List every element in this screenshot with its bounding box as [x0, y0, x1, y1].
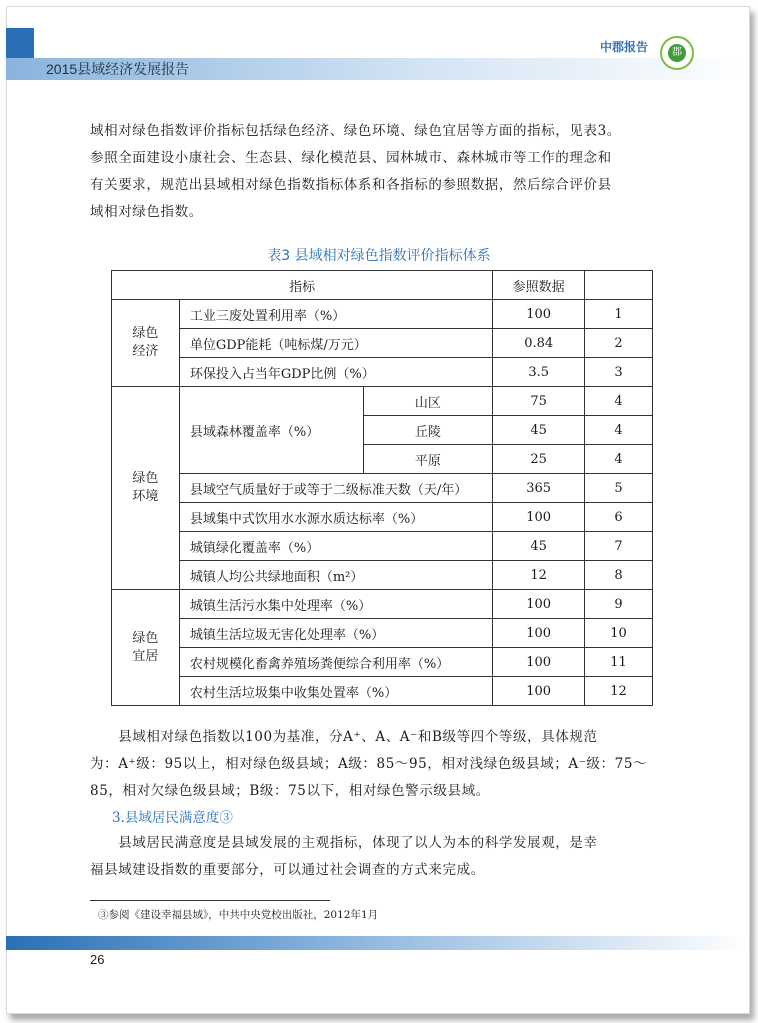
- indicator-no: 8: [585, 561, 653, 590]
- table-row: [112, 300, 653, 329]
- indicator-name: 农村规模化畜禽养殖场粪便综合利用率（%）: [179, 648, 492, 677]
- indicator-no: 5: [585, 474, 653, 503]
- intro-line: 域相对绿色指数。: [90, 204, 203, 220]
- section-body: [90, 830, 670, 884]
- reference-value: 0.84: [493, 329, 585, 358]
- terrain-label: 平原: [363, 445, 493, 474]
- logo-char: 郡: [668, 44, 686, 62]
- indicator-no: 10: [585, 619, 653, 648]
- section-line: 福县域建设指数的重要部分，可以通过社会调查的方式来完成。: [90, 862, 485, 878]
- indicator-name: 县域空气质量好于或等于二级标准天数（天/年）: [179, 474, 492, 503]
- indicator-name: 城镇生活垃圾无害化处理率（%）: [179, 619, 492, 648]
- group-label: 绿色 经济: [132, 326, 159, 359]
- reference-value: 12: [493, 561, 585, 590]
- header-indicator: 指标: [112, 271, 493, 300]
- reference-value: 100: [493, 648, 585, 677]
- table-row: [112, 590, 653, 619]
- brand-logo-icon: [660, 36, 694, 70]
- indicator-no: 4: [585, 445, 653, 474]
- table-row: [112, 561, 653, 590]
- reference-value: 45: [493, 416, 585, 445]
- reference-value: 365: [493, 474, 585, 503]
- indicator-no: 3: [585, 358, 653, 387]
- indicator-name: 县域集中式饮用水水源水质达标率（%）: [179, 503, 492, 532]
- page-number: 26: [90, 952, 105, 967]
- reference-value: 45: [493, 532, 585, 561]
- group-economy: [112, 300, 180, 387]
- footer-band: [6, 936, 748, 950]
- table-header-row: [112, 271, 653, 300]
- intro-paragraph: [90, 118, 670, 226]
- indicator-no: 11: [585, 648, 653, 677]
- terrain-label: 丘陵: [363, 416, 493, 445]
- table-row: [112, 474, 653, 503]
- reference-value: 100: [493, 619, 585, 648]
- grading-line: 县域相对绿色指数以100为基准，分A⁺、A、A⁻和B级等四个等级，具体规范: [90, 729, 598, 745]
- indicator-name: 环保投入占当年GDP比例（%）: [179, 358, 492, 387]
- indicator-name: 城镇人均公共绿地面积（m²）: [179, 561, 492, 590]
- reference-value: 100: [493, 300, 585, 329]
- grading-line: 85，相对欠绿色级县域；B级：75以下，相对绿色警示级县域。: [90, 783, 490, 799]
- reference-value: 100: [493, 503, 585, 532]
- reference-value: 100: [493, 590, 585, 619]
- indicator-name: 城镇绿化覆盖率（%）: [179, 532, 492, 561]
- indicator-name: 单位GDP能耗（吨标煤/万元）: [179, 329, 492, 358]
- table-caption: 表3 县域相对绿色指数评价指标体系: [267, 248, 491, 264]
- group-environment: [112, 387, 180, 590]
- table-row: [112, 532, 653, 561]
- intro-line: 有关要求，规范出县域相对绿色指数指标体系和各指标的参照数据，然后综合评价县: [90, 177, 612, 193]
- reference-value: 100: [493, 677, 585, 706]
- table-row: [112, 648, 653, 677]
- footnote: ③参阅《建设幸福县域》，中共中央党校出版社，2012年1月: [98, 909, 379, 921]
- indicator-no: 4: [585, 416, 653, 445]
- indicator-no: 2: [585, 329, 653, 358]
- footnote-divider: [90, 900, 330, 901]
- indicator-no: 4: [585, 387, 653, 416]
- indicator-table: [111, 270, 653, 706]
- table-row: [112, 387, 653, 416]
- terrain-label: 山区: [363, 387, 493, 416]
- indicator-no: 7: [585, 532, 653, 561]
- indicator-name: 工业三废处置利用率（%）: [179, 300, 492, 329]
- indicator-no: 1: [585, 300, 653, 329]
- indicator-name: 城镇生活污水集中处理率（%）: [179, 590, 492, 619]
- indicator-no: 9: [585, 590, 653, 619]
- table-row: [112, 503, 653, 532]
- indicator-name: 农村生活垃圾集中收集处置率（%）: [179, 677, 492, 706]
- indicator-no: 12: [585, 677, 653, 706]
- intro-line: 域相对绿色指数评价指标包括绿色经济、绿色环境、绿色宜居等方面的指标，见表3。: [90, 123, 621, 139]
- intro-line: 参照全面建设小康社会、生态县、绿化模范县、园林城市、森林城市等工作的理念和: [90, 150, 612, 166]
- reference-value: 25: [493, 445, 585, 474]
- reference-value: 3.5: [493, 358, 585, 387]
- header-reference: 参照数据: [493, 271, 585, 300]
- group-livable: [112, 590, 180, 706]
- table-row: [112, 677, 653, 706]
- group-label: 绿色 宜居: [132, 630, 159, 664]
- section-heading: 3.县域居民满意度③: [112, 810, 233, 826]
- group-label: 绿色 环境: [132, 471, 159, 504]
- header-no: [585, 271, 653, 300]
- brand-label: 中郡报告: [600, 40, 649, 54]
- section-line: 县域居民满意度是县域发展的主观指标，体现了以人为本的科学发展观，是幸: [90, 835, 598, 851]
- table-row: [112, 619, 653, 648]
- reference-value: 75: [493, 387, 585, 416]
- table-row: [112, 329, 653, 358]
- running-title: 2015县域经济发展报告: [46, 61, 190, 77]
- indicator-no: 6: [585, 503, 653, 532]
- indicator-name: 县域森林覆盖率（%）: [179, 387, 363, 474]
- grading-paragraph: [90, 724, 670, 805]
- grading-line: 为：A⁺级：95以上，相对绿色级县域；A级：85～95，相对浅绿色级县域；A⁻级：75～: [90, 756, 648, 772]
- table-row: [112, 358, 653, 387]
